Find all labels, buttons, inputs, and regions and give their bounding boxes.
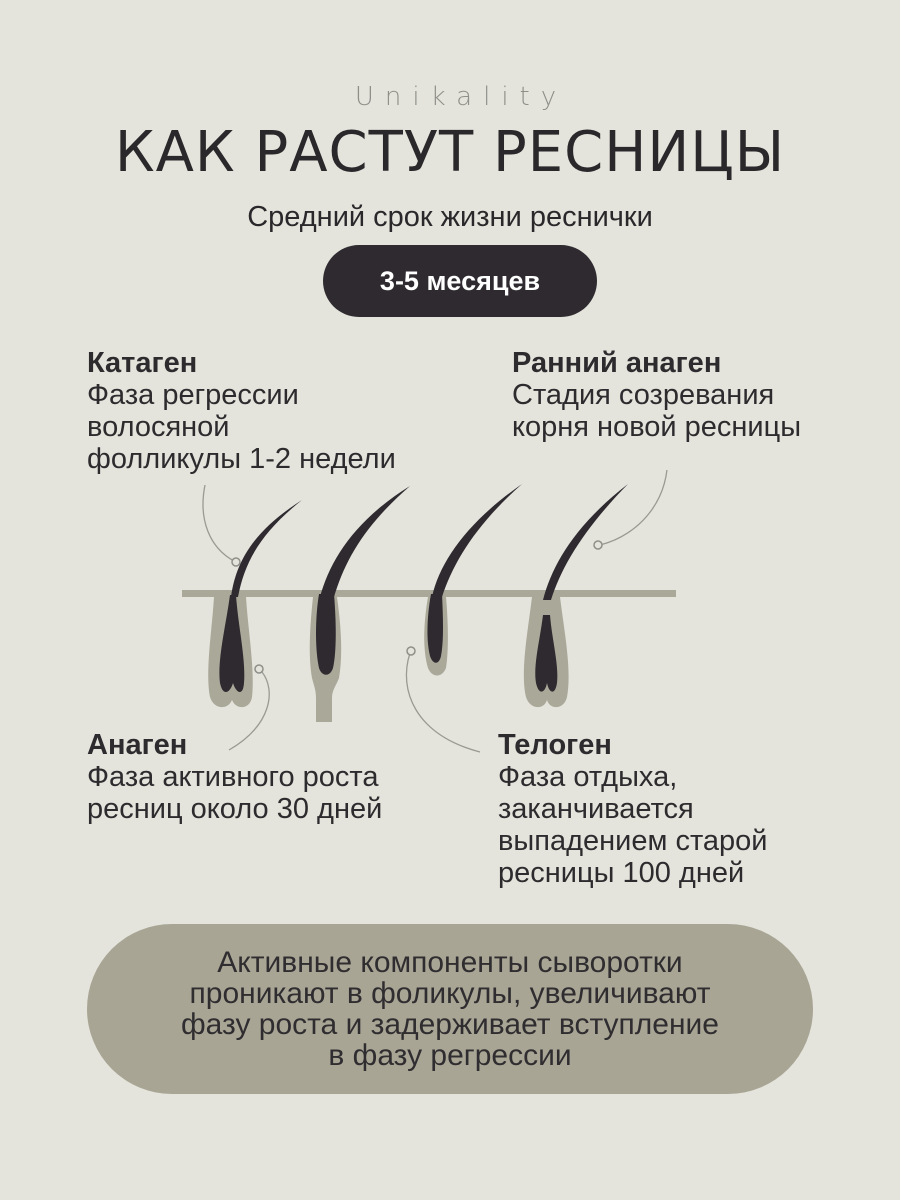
phase-early-anagen (512, 347, 801, 443)
connector-dot-catagen (232, 558, 240, 566)
phase-telogen-line: Фаза отдыха, (498, 761, 678, 793)
phase-catagen-line: волосяной (87, 411, 230, 443)
phase-catagen (87, 347, 396, 475)
page-title: КАК РАСТУТ РЕСНИЦЫ (114, 120, 786, 185)
follicle-anagen (208, 500, 302, 707)
phase-early-anagen-line: корня новой ресницы (512, 411, 802, 443)
skin-surface-line (182, 590, 676, 597)
phase-telogen-line: ресницы 100 дней (498, 857, 745, 889)
brand-logo-text: Unikality (354, 82, 568, 112)
phase-anagen-line: Фаза активного роста (87, 761, 379, 793)
eyelash-growth-diagram (0, 470, 900, 770)
phase-early-anagen-line: Стадия созревания (512, 379, 775, 411)
connector-dot-telogen (407, 647, 415, 655)
phase-anagen-title: Анаген (87, 729, 188, 761)
connector-early-anagen (600, 470, 668, 545)
eyelash-anagen (231, 500, 302, 597)
eyelash-early-anagen (543, 484, 628, 600)
page-subtitle: Средний срок жизни реснички (247, 201, 653, 233)
serum-info-line: фазу роста и задерживает вступление (181, 1008, 719, 1041)
serum-info-line: проникают в фоликулы, увеличивают (189, 977, 711, 1010)
lifespan-badge: 3-5 месяцев (323, 245, 597, 317)
phase-telogen-line: выпадением старой (498, 825, 768, 857)
serum-info-banner (87, 924, 813, 1094)
phase-catagen-title: Катаген (87, 347, 198, 379)
follicle-catagen (310, 486, 410, 722)
follicle-telogen-bulb (427, 594, 443, 663)
phase-early-anagen-title: Ранний анаген (512, 347, 722, 379)
connector-dot-early-anagen (594, 541, 602, 549)
serum-info-line: в фазу регрессии (328, 1039, 572, 1072)
phase-telogen (498, 729, 768, 889)
eyelash-telogen (432, 484, 522, 597)
serum-info-line: Активные компоненты сыворотки (217, 946, 683, 979)
phase-catagen-line: фолликулы 1-2 недели (87, 443, 396, 475)
follicle-telogen (424, 484, 522, 676)
eyelash-catagen (320, 486, 410, 597)
phase-anagen (87, 729, 382, 825)
connector-catagen (203, 485, 234, 561)
phase-catagen-line: Фаза регрессии (87, 379, 299, 411)
phase-telogen-line: заканчивается (498, 793, 694, 825)
phase-telogen-title: Телоген (498, 729, 612, 761)
phase-anagen-line: ресниц около 30 дней (87, 793, 383, 825)
connector-dot-anagen (255, 665, 263, 673)
follicle-catagen-bulb (316, 594, 336, 675)
